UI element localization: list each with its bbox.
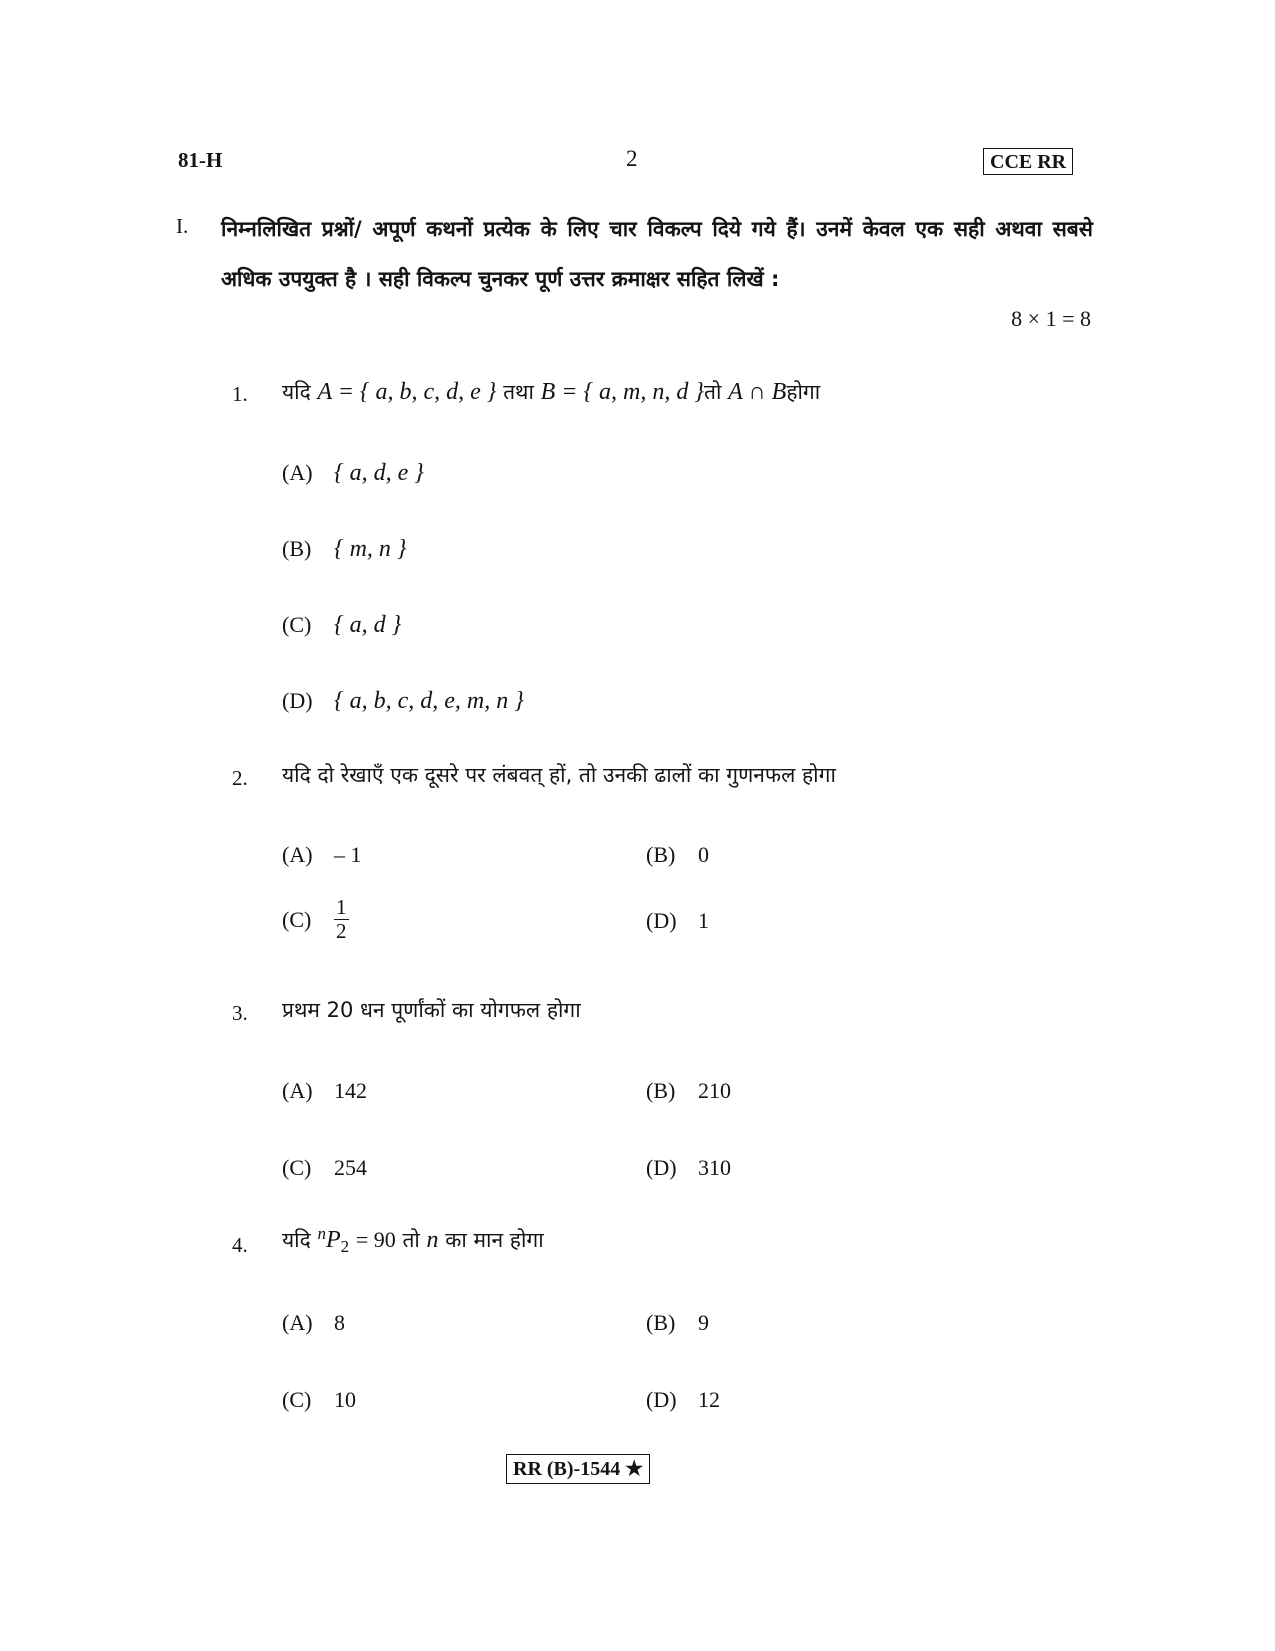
- q4-variable: n: [426, 1227, 439, 1253]
- question-1-number: 1.: [232, 382, 248, 406]
- q4-option-a: (A) 8: [282, 1310, 345, 1335]
- exam-badge: CCE RR: [983, 148, 1073, 175]
- q3-option-a: (A) 142: [282, 1078, 367, 1103]
- question-3-text: प्रथम 20 धन पूर्णांकों का योगफल होगा: [282, 998, 581, 1022]
- q1-option-d: (D) { a, b, c, d, e, m, n }: [282, 688, 524, 714]
- q1-expression: A ∩ B: [728, 379, 787, 405]
- paper-code: 81-H: [178, 148, 223, 172]
- q1-set-a: A = { a, b, c, d, e }: [317, 379, 497, 405]
- q1-option-a: (A) { a, d, e }: [282, 460, 424, 486]
- q4-option-d: (D) 12: [646, 1387, 720, 1412]
- q4-word-to: तो: [402, 1228, 420, 1252]
- section-instruction: निम्नलिखित प्रश्नों/ अपूर्ण कथनों प्रत्येक के लिए चार विकल्प दिये गये हैं। उनमें केवल एक सही अथवा सबसे अधिक उपयुक्त है । सही विकल्प चुनकर पूर्ण उत्तर क्रमाक्षर सहित लिखें :: [221, 217, 1093, 291]
- q2-option-b: (B) 0: [646, 842, 709, 867]
- question-3-number: 3.: [232, 1001, 248, 1025]
- question-1-text: [282, 378, 820, 406]
- q4-word-rest: का मान होगा: [445, 1228, 544, 1252]
- permutation-symbol: $^nP_2$: [317, 1224, 350, 1257]
- star-icon: ★: [625, 1458, 644, 1480]
- q1-word-hoga: होगा: [786, 380, 821, 404]
- question-4-number: 4.: [232, 1233, 248, 1257]
- section-marks: 8 × 1 = 8: [1011, 306, 1091, 331]
- q1-word-to: तो: [703, 380, 722, 404]
- question-2-number: 2.: [232, 766, 248, 790]
- q1-set-b: B = { a, m, n, d }: [540, 379, 704, 405]
- q3-option-d: (D) 310: [646, 1155, 731, 1180]
- q1-option-b: (B) { m, n }: [282, 536, 407, 562]
- page-number: 2: [626, 146, 638, 171]
- q2-option-a: (A) – 1: [282, 842, 362, 867]
- question-2-text: यदि दो रेखाएँ एक दूसरे पर लंबवत् हों, तो उनकी ढालों का गुणनफल होगा: [282, 763, 836, 787]
- q2-option-d: (D) 1: [646, 908, 709, 933]
- q4-option-b: (B) 9: [646, 1310, 709, 1335]
- q3-option-c: (C) 254: [282, 1155, 367, 1180]
- q1-word-tatha: तथा: [503, 380, 534, 404]
- footer-code: RR (B)-1544: [513, 1458, 621, 1480]
- fraction-one-half: $\frac{1}{2}$: [336, 895, 347, 943]
- q3-option-b: (B) 210: [646, 1078, 731, 1103]
- q4-option-c: (C) 10: [282, 1387, 356, 1412]
- question-4-text: [282, 1224, 544, 1257]
- section-number: I.: [176, 214, 189, 238]
- q4-equation-value: = 90: [355, 1227, 396, 1252]
- q2-option-c: (C) $\frac{1}{2}$: [282, 895, 347, 943]
- footer-code-box: [506, 1454, 650, 1484]
- q1-word-yadi: यदि: [282, 380, 311, 404]
- q1-option-c: (C) { a, d }: [282, 612, 402, 638]
- q4-word-yadi: यदि: [282, 1228, 311, 1252]
